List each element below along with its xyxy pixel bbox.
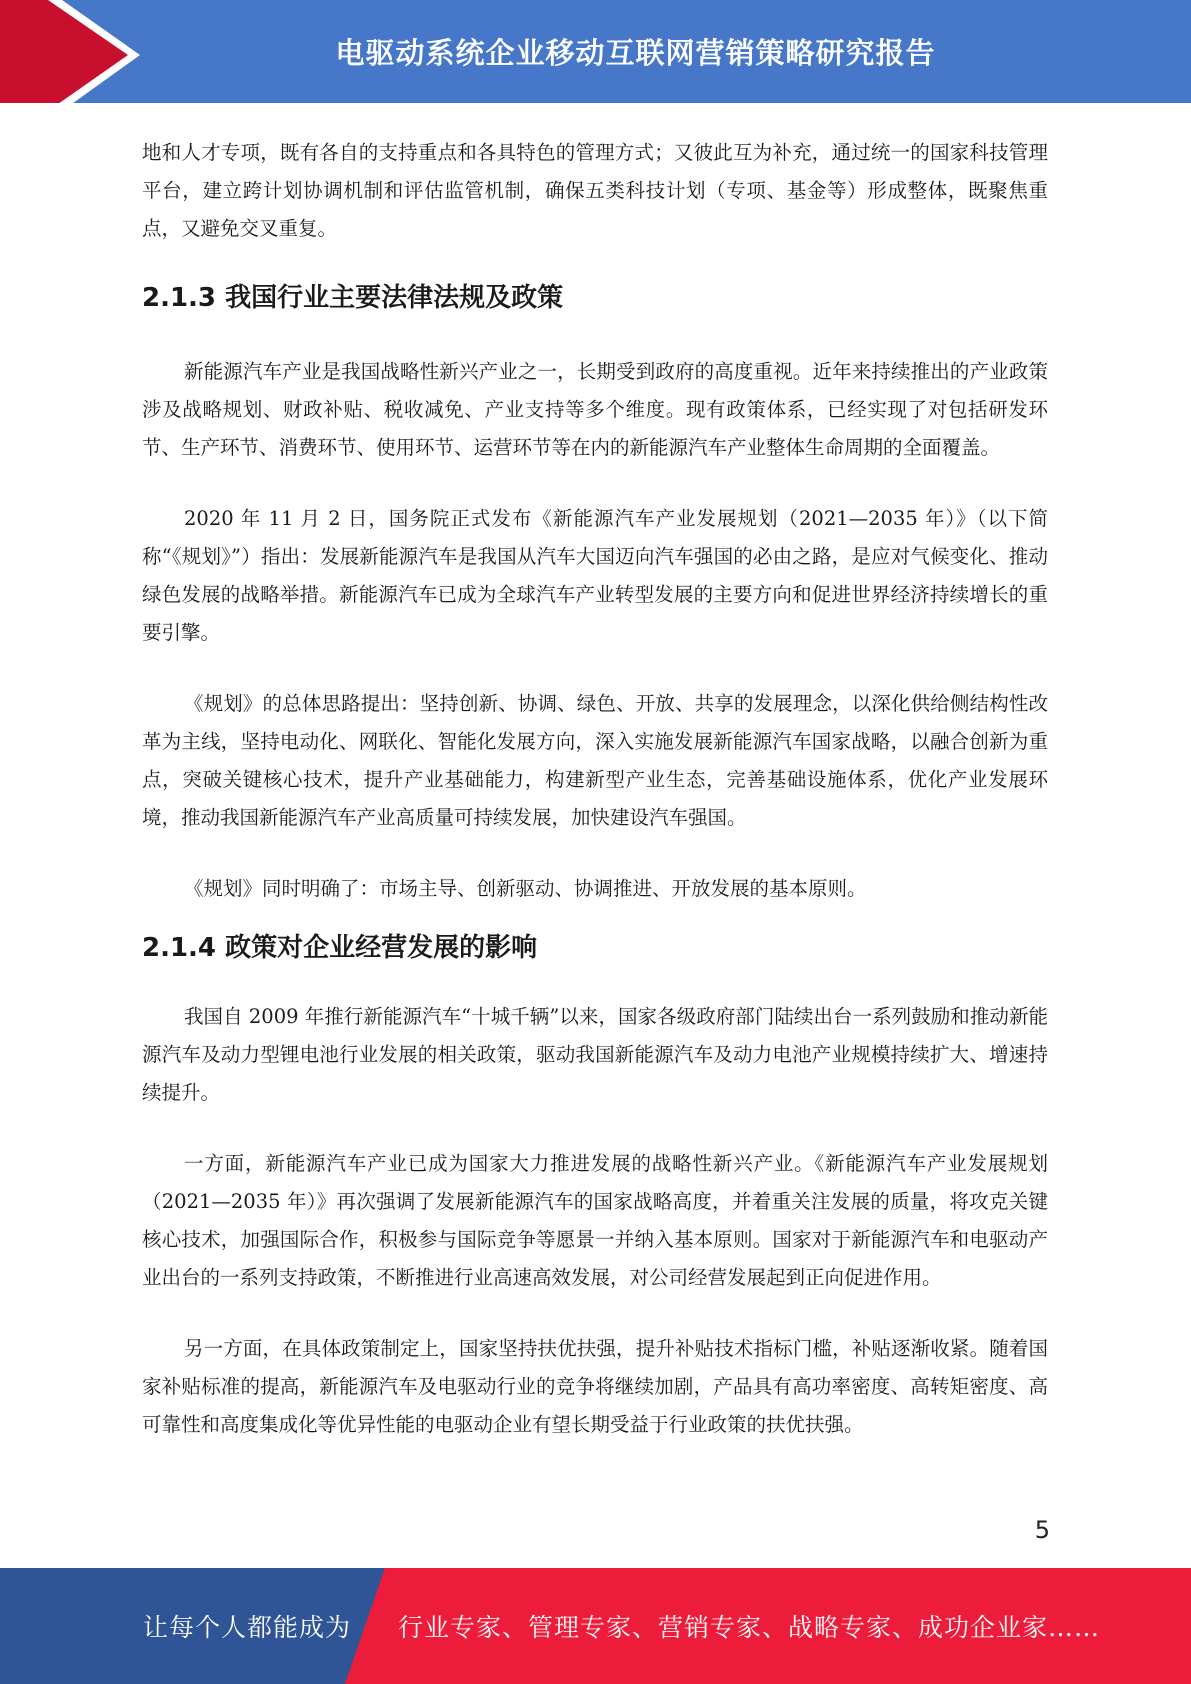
paragraph: 一方面，新能源汽车产业已成为国家大力推进发展的战略性新兴产业。《新能源汽车产业发展规划（2021—2035 年）》再次强调了发展新能源汽车的国家战略高度，并着重关注发展的质量，将攻克关键核心技术，加强国际合作，积极参与国际竞争等愿景一并纳入基本原则。国家对于新能源汽车和电驱动产业出台的一系列支持政策，不断推进行业高速高效发展，对公司经营发展起到正向促进作用。: [142, 1152, 1048, 1289]
paragraph: 《规划》的总体思路提出：坚持创新、协调、绿色、开放、共享的发展理念，以深化供给侧结构性改革为主线，坚持电动化、网联化、智能化发展方向，深入实施发展新能源汽车国家战略，以融合创新为重点，突破关键核心技术，提升产业基础能力，构建新型产业生态，完善基础设施体系，优化产业发展环境，推动我国新能源汽车产业高质量可持续发展，加快建设汽车强国。: [142, 692, 1048, 829]
footer-slogan-right: 行业专家、管理专家、营销专家、战略专家、成功企业家……: [398, 1613, 1101, 1642]
section-title-2-1-3: 2.1.3 我国行业主要法律法规及政策: [142, 283, 564, 313]
paragraph: 《规划》同时明确了：市场主导、创新驱动、协调推进、开放发展的基本原则。: [184, 877, 867, 900]
page-number: 5: [1034, 1516, 1050, 1544]
page-header: [0, 0, 1191, 111]
paragraph: 我国自 2009 年推行新能源汽车“十城千辆”以来，国家各级政府部门陆续出台一系列鼓励和推动新能源汽车及动力型锂电池行业发展的相关政策，驱动我国新能源汽车及动力电池产业规模持续扩大、增速持续提升。: [142, 1005, 1048, 1104]
paragraph: 新能源汽车产业是我国战略性新兴产业之一，长期受到政府的高度重视。近年来持续推出的产业政策涉及战略规划、财政补贴、税收减免、产业支持等多个维度。现有政策体系，已经实现了对包括研发环节、生产环节、消费环节、使用环节、运营环节等在内的新能源汽车产业整体生命周期的全面覆盖。: [142, 360, 1048, 459]
page-footer: [0, 1568, 1191, 1684]
paragraph: 另一方面，在具体政策制定上，国家坚持扶优扶强，提升补贴技术指标门槛，补贴逐渐收紧。随着国家补贴标准的提高，新能源汽车及电驱动行业的竞争将继续加剧，产品具有高功率密度、高转矩密度、高可靠性和高度集成化等优异性能的电驱动企业有望长期受益于行业政策的扶优扶强。: [142, 1337, 1048, 1436]
report-title: 电驱动系统企业移动互联网营销策略研究报告: [335, 36, 936, 70]
footer-slogan-left: 让每个人都能成为: [143, 1613, 352, 1642]
section-title-2-1-4: 2.1.4 政策对企业经营发展的影响: [142, 933, 538, 963]
document-body: [142, 134, 1048, 1444]
intro-paragraph: 地和人才专项，既有各自的支持重点和各具特色的管理方式；又彼此互为补充，通过统一的国家科技管理平台，建立跨计划协调机制和评估监管机制，确保五类科技计划（专项、基金等）形成整体，既聚焦重点，又避免交叉重复。: [142, 141, 1048, 240]
paragraph: 2020 年 11 月 2 日，国务院正式发布《新能源汽车产业发展规划（2021—2035 年）》（以下简称“《规划》”）指出：发展新能源汽车是我国从汽车大国迈向汽车强国的必由之路，是应对气候变化、推动绿色发展的战略举措。新能源汽车已成为全球汽车产业转型发展的主要方向和促进世界经济持续增长的重要引擎。: [142, 507, 1048, 644]
